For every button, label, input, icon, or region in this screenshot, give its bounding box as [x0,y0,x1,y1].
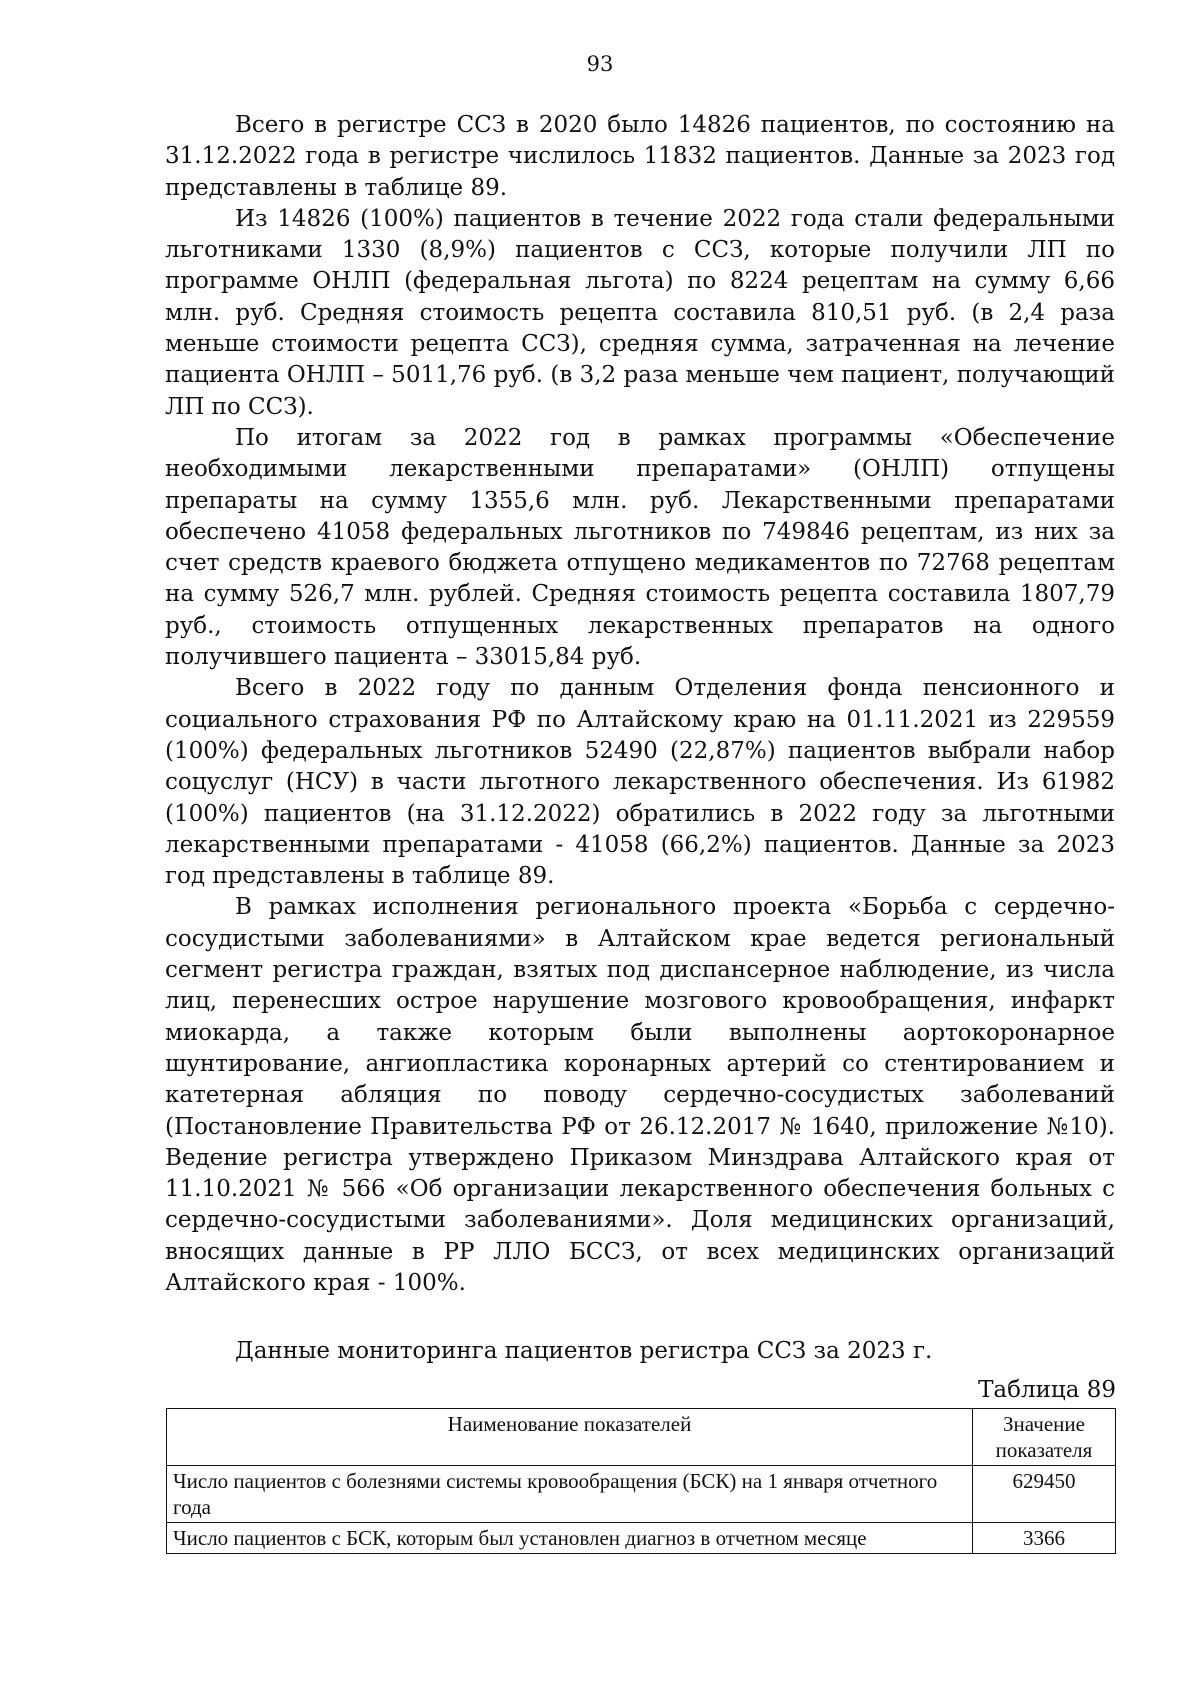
row-indicator-name: Число пациентов с БСК, которым был установлен диагноз в отчетном месяце [167,1523,973,1554]
header-indicator-value: Значение показателя [973,1409,1116,1466]
header-indicator-name: Наименование показателей [167,1409,973,1466]
paragraph: В рамках исполнения регионального проекта «Борьба с сердечно-сосудистыми заболеваниями» в Алтайском крае ведется региональный сегмент регистра граждан, взятых под диспансерное наблюдение, из числа лиц, перенесших острое нарушение мозгового кровообращения, инфаркт миокарда, а также которым были выполнены аортокоронарное шунтирование, ангиопластика коронарных артерий со стентированием и катетерная абляция по поводу сердечно-сосудистых заболеваний (Постановление Правительства РФ от 26.12.2017 № 1640, приложение №10). Ведение регистра утверждено Приказом Минздрава Алтайского края от 11.10.2021 № 566 «Об организации лекарственного обеспечения больных с сердечно-сосудистыми заболеваниями». Доля медицинских организаций, вносящих данные в РР ЛЛО БССЗ, от всех медицинских организаций Алтайского края - 100%. [165,894,1115,1296]
row-indicator-value: 3366 [973,1523,1116,1554]
table-number-label: Таблица 89 [978,1377,1116,1403]
page-number: 93 [586,52,614,76]
table-header-row [167,1409,1116,1466]
paragraph: Всего в регистре ССЗ в 2020 было 14826 пациентов, по состоянию на 31.12.2022 года в регистре числилось 11832 пациентов. Данные за 2023 год представлены в таблице 89. [165,112,1115,201]
monitoring-table [166,1408,1116,1554]
table-row [167,1466,1116,1523]
paragraph: Из 14826 (100%) пациентов в течение 2022 года стали федеральными льготниками 1330 (8,9%) пациентов с ССЗ, которые получили ЛП по программе ОНЛП (федеральная льгота) по 8224 рецептам на сумму 6,66 млн. руб. Средняя стоимость рецепта составила 810,51 руб. (в 2,4 раза меньше стоимости рецепта ССЗ), средняя сумма, затраченная на лечение пациента ОНЛП – 5011,76 руб. (в 3,2 раза меньше чем пациент, получающий ЛП по ССЗ). [165,205,1115,420]
table-row [167,1523,1116,1554]
paragraph: По итогам за 2022 год в рамках программы «Обеспечение необходимыми лекарственными препаратами» (ОНЛП) отпущены препараты на сумму 1355,6 млн. руб. Лекарственными препаратами обеспечено 41058 федеральных льготников по 749846 рецептам, из них за счет средств краевого бюджета отпущено медикаментов по 72768 рецептам на сумму 526,7 млн. рублей. Средняя стоимость рецепта составила 1807,79 руб., стоимость отпущенных лекарственных препаратов на одного получившего пациента – 33015,84 руб. [165,424,1115,671]
row-indicator-value: 629450 [973,1466,1116,1523]
table-caption: Данные мониторинга пациентов регистра ССЗ за 2023 г. [235,1338,933,1364]
body-text [165,110,1115,1299]
row-indicator-name: Число пациентов с болезнями системы кровообращения (БСК) на 1 января отчетного года [167,1466,973,1523]
paragraph: Всего в 2022 году по данным Отделения фонда пенсионного и социального страхования РФ по Алтайскому краю на 01.11.2021 из 229559 (100%) федеральных льготников 52490 (22,87%) пациентов выбрали набор соцуслуг (НСУ) в части льготного лекарственного обеспечения. Из 61982 (100%) пациентов (на 31.12.2022) обратились в 2022 году за льготными лекарственными препаратами - 41058 (66,2%) пациентов. Данные за 2023 год представлены в таблице 89. [165,675,1115,890]
